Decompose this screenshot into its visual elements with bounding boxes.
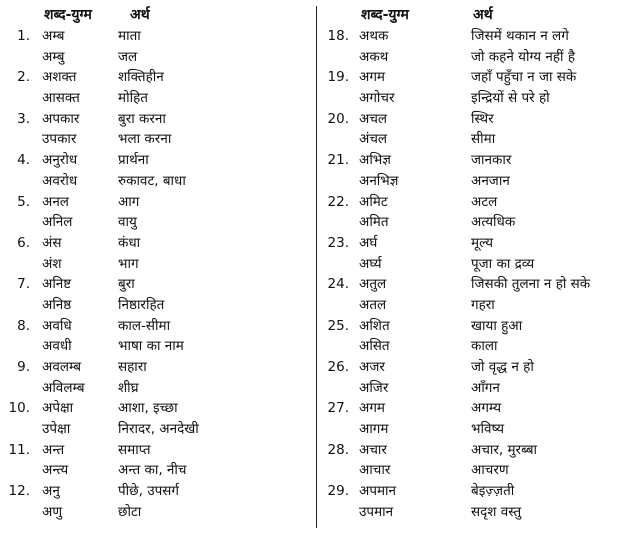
meaning-cell: आचरण <box>471 462 509 479</box>
left-header-meaning: अर्थ <box>130 7 150 23</box>
word-pair-row <box>319 336 635 357</box>
word-pair-row <box>319 109 635 130</box>
right-header-word: शब्द-युग्म <box>361 7 409 23</box>
meaning-cell: प्रार्थना <box>118 152 149 169</box>
word-cell: अनुरोध <box>42 152 78 169</box>
word-pair-row <box>0 47 316 68</box>
meaning-cell: आँगन <box>471 379 500 396</box>
meaning-cell: सदृश वस्तु <box>471 503 522 520</box>
meaning-cell: अटल <box>471 193 498 210</box>
word-cell: अगोचर <box>359 90 395 107</box>
word-cell: अमिट <box>359 193 388 210</box>
word-pair-row <box>0 419 316 440</box>
meaning-cell: अत्यधिक <box>471 214 516 231</box>
word-cell: अनु <box>42 483 60 500</box>
entry-number: 29. <box>327 483 349 500</box>
meaning-cell: निरादर, अनदेखी <box>118 421 199 438</box>
word-pair-row <box>0 295 316 316</box>
word-pair-row <box>319 440 635 461</box>
word-cell: अंस <box>42 234 62 251</box>
meaning-cell: अचार, मुरब्बा <box>471 441 538 458</box>
meaning-cell: जहाँ पहुँचा न जा सके <box>471 69 577 86</box>
word-cell: आसक्त <box>42 90 80 107</box>
word-pair-row <box>319 171 635 192</box>
meaning-cell: निष्ठारहित <box>118 296 165 313</box>
word-cell: अशित <box>359 317 390 334</box>
word-pair-row <box>0 26 316 47</box>
word-pair-row <box>0 192 316 213</box>
meaning-cell: भला करना <box>118 131 172 148</box>
entry-number: 2. <box>17 69 30 86</box>
word-cell: अवधी <box>42 338 72 355</box>
left-header-row <box>0 4 316 26</box>
entry-number: 25. <box>327 317 349 334</box>
word-cell: अन्त <box>42 441 65 458</box>
entry-number: 3. <box>17 110 30 127</box>
meaning-cell: जल <box>118 48 138 65</box>
entry-number: 1. <box>17 28 30 44</box>
word-cell: आचार <box>359 462 391 479</box>
word-cell: अनिष्ट <box>42 276 72 293</box>
column-divider <box>316 6 317 528</box>
entry-number: 11. <box>8 441 30 458</box>
word-cell: अचार <box>359 441 387 458</box>
entry-number: 21. <box>327 152 349 169</box>
word-pair-row <box>0 481 316 502</box>
meaning-cell: आशा, इच्छा <box>118 400 178 417</box>
word-pair-row <box>0 212 316 233</box>
word-pair-row <box>319 295 635 316</box>
meaning-cell: स्थिर <box>471 110 494 127</box>
word-cell: उपकार <box>42 131 77 148</box>
meaning-cell: जो कहने योग्य नहीं है <box>471 48 575 65</box>
word-pair-row <box>0 398 316 419</box>
word-pair-row <box>0 440 316 461</box>
word-cell: अंचल <box>359 131 388 148</box>
meaning-cell: समाप्त <box>118 441 151 458</box>
meaning-cell: जिसकी तुलना न हो सके <box>471 276 591 293</box>
word-pair-row <box>319 316 635 337</box>
meaning-cell: जो वृद्ध न हो <box>471 359 534 375</box>
word-cell: अतुल <box>359 276 387 293</box>
word-pair-row <box>0 336 316 357</box>
left-rows <box>0 26 316 523</box>
word-pair-row <box>0 502 316 523</box>
word-cell: अजर <box>359 359 385 375</box>
entry-number: 20. <box>327 110 349 127</box>
meaning-cell: बेइज़्ज़ती <box>471 483 515 500</box>
word-cell: अपेक्षा <box>42 400 74 417</box>
word-cell: अमित <box>359 214 389 231</box>
word-pair-row <box>0 460 316 481</box>
meaning-cell: जिसमें थकान न लगे <box>471 28 569 44</box>
word-cell: अविलम्ब <box>42 379 85 396</box>
word-pair-row <box>319 129 635 150</box>
word-pair-row <box>319 150 635 171</box>
entry-number: 19. <box>327 69 349 86</box>
word-cell: अवधि <box>42 317 72 334</box>
entry-number: 6. <box>17 234 30 251</box>
word-pair-row <box>319 88 635 109</box>
word-pair-row <box>319 460 635 481</box>
meaning-cell: बुरा करना <box>118 110 166 127</box>
word-cell: अवरोध <box>42 172 78 189</box>
word-pair-row <box>319 419 635 440</box>
word-cell: अम्ब <box>42 28 65 44</box>
word-cell: अनभिज्ञ <box>359 172 399 189</box>
word-pair-row <box>319 254 635 275</box>
word-pair-row <box>0 171 316 192</box>
word-pair-row <box>319 26 635 47</box>
word-cell: अचल <box>359 110 388 127</box>
word-pair-row <box>319 502 635 523</box>
right-header-meaning: अर्थ <box>473 7 493 23</box>
word-pair-row <box>319 192 635 213</box>
entry-number: 8. <box>17 317 30 334</box>
word-cell: अणु <box>42 503 63 520</box>
word-pair-row <box>319 378 635 399</box>
word-cell: अगम <box>359 69 385 86</box>
meaning-cell: पीछे, उपसर्ग <box>118 483 180 500</box>
meaning-cell: जानकार <box>471 152 512 169</box>
right-column <box>319 4 635 523</box>
entry-number: 28. <box>327 441 349 458</box>
entry-number: 24. <box>327 276 349 293</box>
word-cell: अनिल <box>42 214 73 231</box>
word-pair-row <box>0 378 316 399</box>
meaning-cell: वायु <box>118 214 137 231</box>
meaning-cell: कंधा <box>118 234 141 251</box>
word-cell: उपेक्षा <box>42 421 71 438</box>
meaning-cell: आग <box>118 193 140 210</box>
word-cell: अनिष्ठ <box>42 296 72 313</box>
entry-number: 18. <box>327 28 349 44</box>
word-cell: अशक्त <box>42 69 77 86</box>
entry-number: 4. <box>17 152 30 169</box>
word-pair-row <box>0 129 316 150</box>
word-pair-row <box>319 274 635 295</box>
word-cell: अकथ <box>359 48 389 65</box>
word-cell: अंश <box>42 255 62 272</box>
meaning-cell: माता <box>118 28 141 44</box>
left-column <box>0 4 316 523</box>
left-header-word: शब्द-युग्म <box>44 7 92 23</box>
meaning-cell: शीघ्र <box>118 379 139 396</box>
word-pair-row <box>319 233 635 254</box>
meaning-cell: खाया हुआ <box>471 317 523 334</box>
meaning-cell: गहरा <box>471 296 495 313</box>
word-pair-row <box>0 357 316 378</box>
word-pair-row <box>0 88 316 109</box>
meaning-cell: काल-सीमा <box>118 317 171 334</box>
word-pair-row <box>319 481 635 502</box>
entry-number: 22. <box>327 193 349 210</box>
entry-number: 7. <box>17 276 30 293</box>
word-pair-row <box>319 398 635 419</box>
entry-number: 27. <box>327 400 349 417</box>
meaning-cell: भविष्य <box>471 421 505 438</box>
word-pair-row <box>319 47 635 68</box>
meaning-cell: मोहित <box>118 90 148 107</box>
meaning-cell: भाग <box>118 255 139 272</box>
entry-number: 12. <box>8 483 30 500</box>
word-pair-row <box>319 67 635 88</box>
meaning-cell: रुकावट, बाधा <box>118 172 186 189</box>
word-cell: आगम <box>359 421 389 438</box>
entry-number: 9. <box>17 359 30 375</box>
word-cell: अजिर <box>359 379 389 396</box>
word-pair-row <box>319 212 635 233</box>
entry-number: 10. <box>8 400 30 417</box>
word-pair-row <box>0 274 316 295</box>
word-cell: अगम <box>359 400 385 417</box>
word-pair-row <box>0 316 316 337</box>
word-cell: असित <box>359 338 390 355</box>
meaning-cell: अनजान <box>471 172 510 189</box>
word-cell: अपकार <box>42 110 80 127</box>
entry-number: 5. <box>17 193 30 210</box>
word-cell: अवलम्ब <box>42 359 82 375</box>
meaning-cell: अगम्य <box>471 400 502 417</box>
word-cell: अतल <box>359 296 387 313</box>
word-pair-row <box>0 109 316 130</box>
word-cell: अपमान <box>359 483 397 500</box>
meaning-cell: बुरा <box>118 276 135 293</box>
meaning-cell: भाषा का नाम <box>118 338 184 355</box>
word-cell: अम्बु <box>42 48 65 65</box>
meaning-cell: सीमा <box>471 131 496 148</box>
meaning-cell: काला <box>471 338 498 355</box>
meaning-cell: सहारा <box>118 359 147 375</box>
meaning-cell: पूजा का द्रव्य <box>471 255 535 272</box>
entry-number: 26. <box>327 359 349 375</box>
word-pair-row <box>0 254 316 275</box>
word-cell: अर्घ्य <box>359 255 382 272</box>
meaning-cell: शक्तिहीन <box>118 69 164 86</box>
word-pair-row <box>0 67 316 88</box>
right-header-row <box>319 4 635 26</box>
word-pair-row <box>0 233 316 254</box>
word-pair-row <box>0 150 316 171</box>
entry-number: 23. <box>327 234 349 251</box>
meaning-cell: मूल्य <box>471 234 494 251</box>
right-rows <box>319 26 635 523</box>
meaning-cell: अन्त का, नीच <box>118 462 187 479</box>
word-cell: अथक <box>359 28 389 44</box>
word-cell: अन्त्य <box>42 462 69 479</box>
meaning-cell: इन्द्रियों से परे हो <box>471 90 550 107</box>
word-cell: अनल <box>42 193 69 210</box>
word-pair-row <box>319 357 635 378</box>
word-cell: अभिज्ञ <box>359 152 391 169</box>
meaning-cell: छोटा <box>118 503 142 520</box>
word-cell: उपमान <box>359 503 394 520</box>
word-cell: अर्घ <box>359 234 378 251</box>
